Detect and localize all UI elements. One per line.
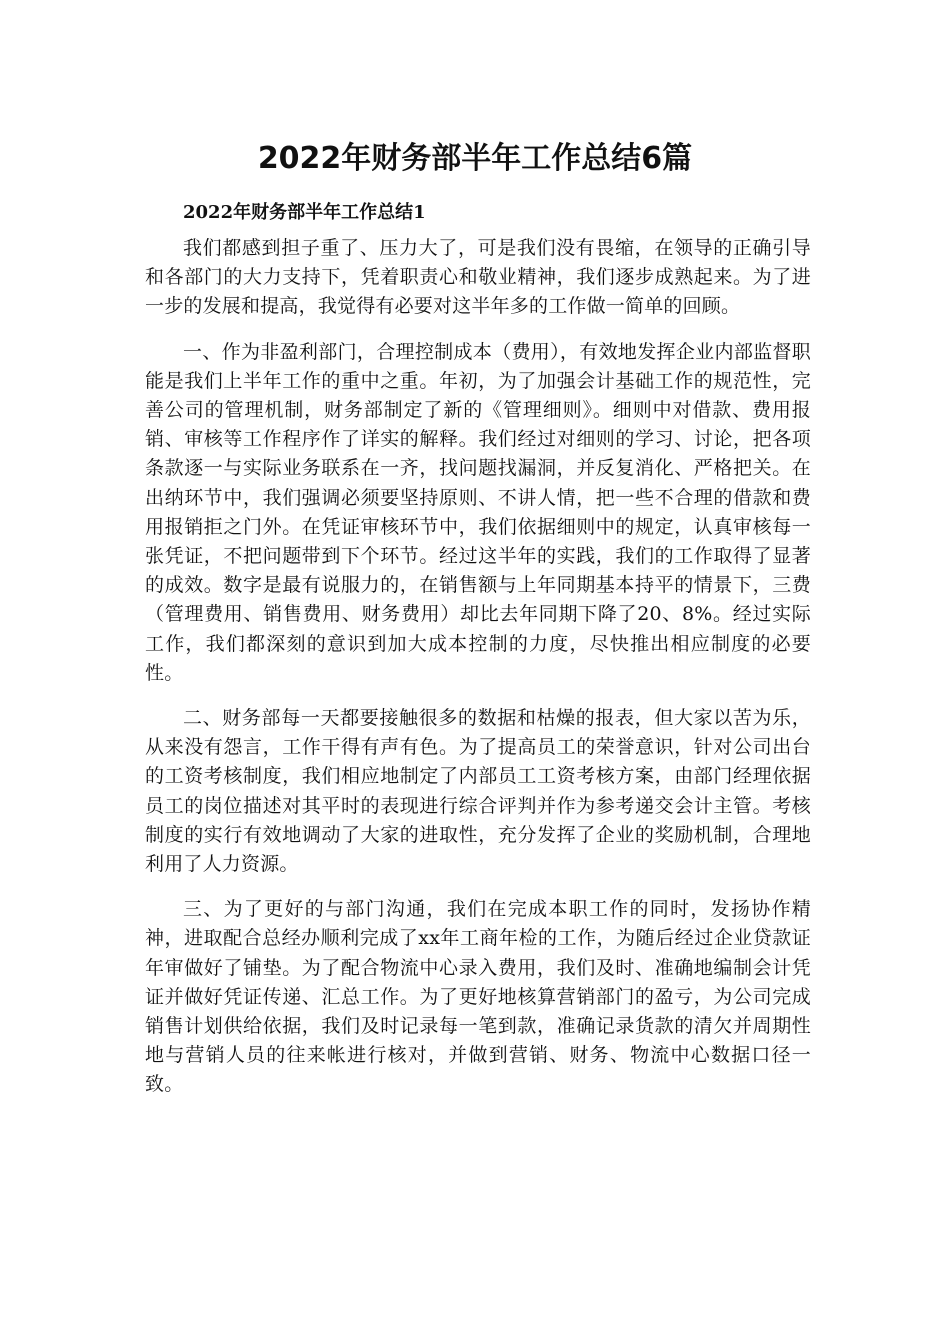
paragraph-cost-control: 一、作为非盈利部门，合理控制成本（费用），有效地发挥企业内部监督职能是我们上半年工作的重中之重。年初，为了加强会计基础工作的规范性，完善公司的管理机制，财务部制定了新的《管理细则》。细则中对借款、费用报销、审核等工作程序作了详实的解释。我们经过对细则的学习、讨论，把各项条款逐一与实际业务联系在一齐，找问题找漏洞，并反复消化、严格把关。在出纳环节中，我们强调必须要坚持原则、不讲人情，把一些不合理的借款和费用报销拒之门外。在凭证审核环节中，我们依据细则中的规定，认真审核每一张凭证，不把问题带到下个环节。经过这半年的实践，我们的工作取得了显著的成效。数字是最有说服力的，在销售额与上年同期基本持平的情景下，三费（管理费用、销售费用、财务费用）却比去年同期下降了20、8%。经过实际工作，我们都深刻的意识到加大成本控制的力度，尽快推出相应制度的必要性。 (145, 340, 811, 684)
section-title: 2022年财务部半年工作总结1 (183, 202, 426, 223)
paragraph-intro: 我们都感到担子重了、压力大了，可是我们没有畏缩，在领导的正确引导和各部门的大力支持下，凭着职责心和敬业精神，我们逐步成熟起来。为了进一步的发展和提高，我觉得有必要对这半年多的工作做一简单的回顾。 (145, 237, 811, 318)
paragraph-staff-assessment: 二、财务部每一天都要接触很多的数据和枯燥的报表，但大家以苦为乐，从来没有怨言，工作干得有声有色。为了提高员工的荣誉意识，针对公司出台的工资考核制度，我们相应地制定了内部员工工资考核方案，由部门经理依据员工的岗位描述对其平时的表现进行综合评判并作为参考递交会计主管。考核制度的实行有效地调动了大家的进取性，充分发挥了企业的奖励机制，合理地利用了人力资源。 (145, 707, 811, 876)
document-body (145, 234, 811, 1116)
paragraph-department-cooperation: 三、为了更好的与部门沟通，我们在完成本职工作的同时，发扬协作精神，进取配合总经办顺利完成了xx年工商年检的工作，为随后经过企业贷款证年审做好了铺垫。为了配合物流中心录入费用，我们及时、准确地编制会计凭证并做好凭证传递、汇总工作。为了更好地核算营销部门的盈亏，为公司完成销售计划供给依据，我们及时记录每一笔到款，准确记录货款的清欠并周期性地与营销人员的往来帐进行核对，并做到营销、财务、物流中心数据口径一致。 (145, 898, 811, 1096)
document-title: 2022年财务部半年工作总结6篇 (257, 141, 693, 176)
